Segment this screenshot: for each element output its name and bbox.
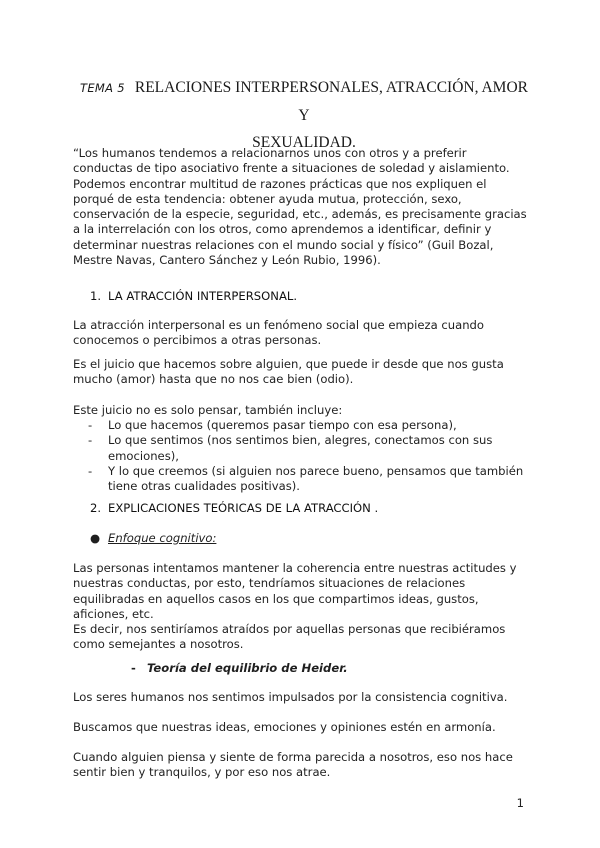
bullet-dot-icon: ● xyxy=(90,531,101,545)
title-line-2: SEXUALIDAD. xyxy=(252,134,356,151)
section-2-para-4: Buscamos que nuestras ideas, emociones y opiniones estén en armonía. xyxy=(73,720,496,734)
section-2-heading xyxy=(90,501,378,515)
section-1-list-intro: Este juicio no es solo pensar, también incluye: xyxy=(73,403,343,417)
list-item-text: Lo que hacemos (queremos pasar tiempo con esa persona), xyxy=(108,418,457,432)
list-item xyxy=(88,433,528,464)
title-text-1: RELACIONES INTERPERSONALES, ATRACCIÓN, AMOR Y xyxy=(134,79,528,124)
section-1-title: LA ATRACCIÓN INTERPERSONAL. xyxy=(108,289,298,303)
section-1-para-2: Es el juicio que hacemos sobre alguien, que puede ir desde que nos gusta mucho (amor) hasta que no nos cae bien (odio). xyxy=(73,357,504,387)
sub-heading-heider xyxy=(131,661,348,675)
section-1-heading xyxy=(90,289,297,303)
list-item xyxy=(88,464,528,495)
section-2-number: 2. xyxy=(90,501,102,515)
section-1-list xyxy=(88,418,528,494)
dash-bullet: - xyxy=(88,463,93,478)
bullet-label: Enfoque cognitivo: xyxy=(108,531,217,545)
section-1-number: 1. xyxy=(90,289,102,303)
sub-dash: - xyxy=(131,661,136,675)
section-2-para-5: Cuando alguien piensa y siente de forma parecida a nosotros, eso nos hace sentir bien y tranquilos, y por eso nos atrae. xyxy=(73,750,513,780)
title-line-1 xyxy=(74,74,534,129)
section-2-para-2: Es decir, nos sentiríamos atraídos por aquellas personas que recibiéramos como semejantes a nosotros. xyxy=(73,622,506,652)
page-number: 1 xyxy=(516,796,524,810)
list-item-text: Lo que sentimos (nos sentimos bien, alegres, conectamos con sus emociones), xyxy=(108,433,493,463)
list-item-text: Y lo que creemos (si alguien nos parece bueno, pensamos que también tiene otras cualidades positivas). xyxy=(108,463,524,494)
section-2-para-3: Los seres humanos nos sentimos impulsados por la consistencia cognitiva. xyxy=(73,690,508,704)
section-2-para-1: Las personas intentamos mantener la coherencia entre nuestras actitudes y nuestras conductas, por esto, tendríamos situaciones de relaciones equilibradas en aquellos casos en los que compartimos ideas, gustos, aficiones, etc. xyxy=(73,561,517,621)
section-1-para-1: La atracción interpersonal es un fenómeno social que empieza cuando conocemos o percibimos a otras personas. xyxy=(73,318,484,348)
list-item xyxy=(88,418,528,433)
dash-bullet: - xyxy=(88,418,93,432)
section-2-title: EXPLICACIONES TEÓRICAS DE LA ATRACCIÓN . xyxy=(108,501,379,515)
intro-quote: “Los humanos tendemos a relacionarnos unos con otros y a preferir conductas de tipo asociativo frente a situaciones de soledad y aislamiento. Podemos encontrar multitud de razones prácticas que nos expliquen el porqué de esta tendencia: obtener ayuda mutua, protección, sexo, conservación de la especie, seguridad, etc., además, es precisamente gracias a la interrelación con los otros, como aprendemos a identificar, definir y determinar nuestras relaciones con el mundo social y físico” (Guil Bozal, Mestre Navas, Cantero Sánchez y León Rubio, 1996). xyxy=(73,146,527,268)
bullet-enfoque-cognitivo xyxy=(90,531,216,545)
document-title xyxy=(74,74,534,156)
tema-label: TEMA 5 xyxy=(80,81,125,95)
sub-heading-text: Teoría del equilibrio de Heider. xyxy=(147,661,348,675)
dash-bullet: - xyxy=(88,433,93,448)
